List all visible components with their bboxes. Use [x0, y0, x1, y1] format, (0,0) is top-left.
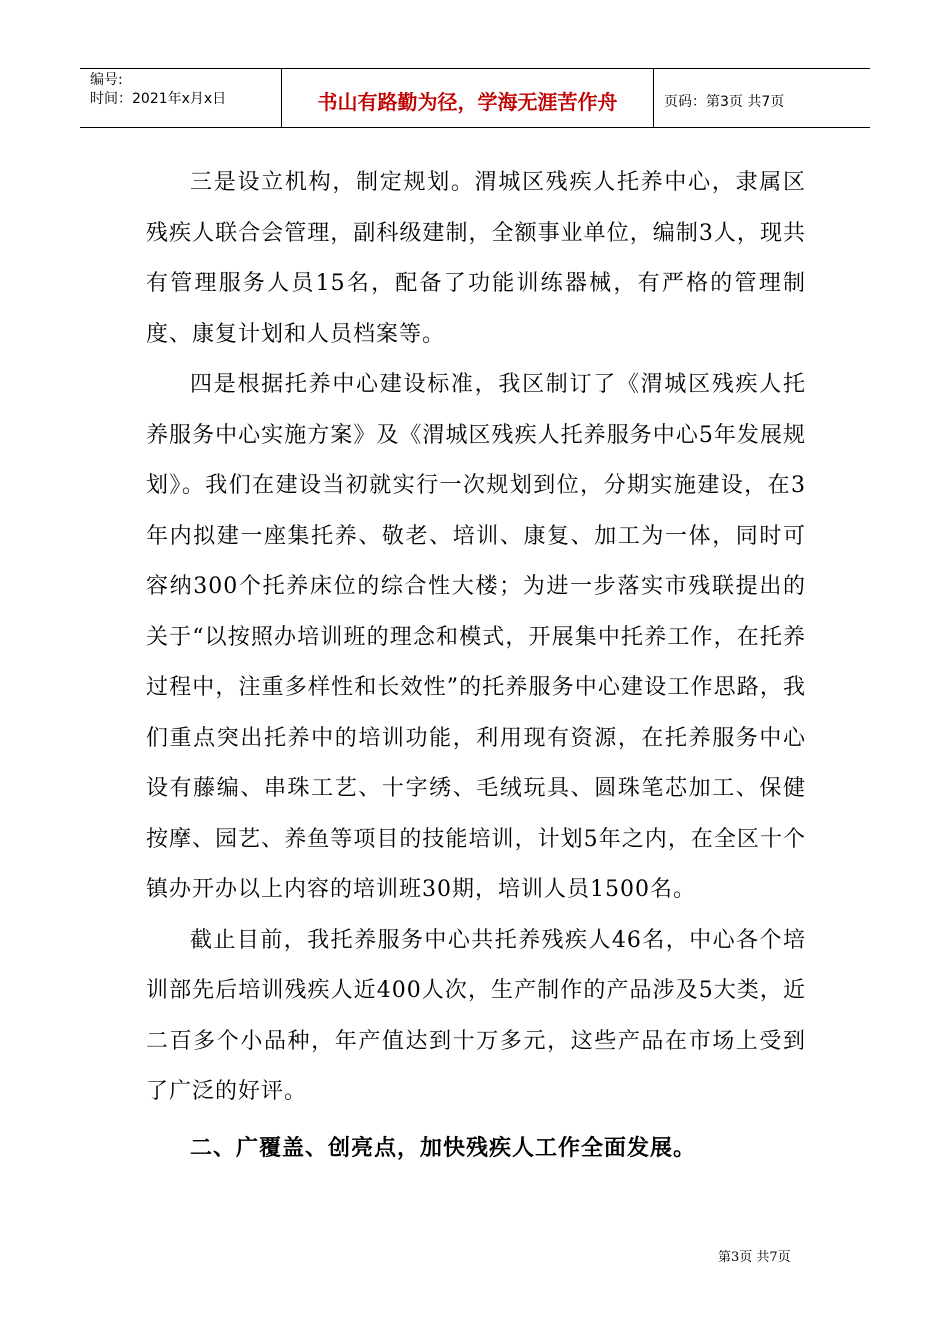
- footer-page-number: 第3页 共7页: [718, 1250, 791, 1265]
- header-page-number: 页码：第3页 共7页: [664, 94, 785, 110]
- section-heading: 二、广覆盖、创亮点，加快残疾人工作全面发展。: [190, 1135, 697, 1161]
- document-header: [80, 68, 870, 128]
- body-paragraph: 四是根据托养中心建设标准，我区制订了《渭城区残疾人托养服务中心实施方案》及《渭城区残疾人托养服务中心5年发展规划》。我们在建设当初就实行一次规划到位，分期实施建设，在3年内拟建一座集托养、敬老、培训、康复、加工为一体，同时可容纳300个托养床位的综合性大楼；为进一步落实市残联提出的关于“以按照办培训班的理念和模式，开展集中托养工作，在托养过程中，注重多样性和长效性”的托养服务中心建设工作思路，我们重点突出托养中的培训功能，利用现有资源，在托养服务中心设有藤编、串珠工艺、十字绣、毛绒玩具、圆珠笔芯加工、保健按摩、园艺、养鱼等项目的技能培训，计划5年之内，在全区十个镇办开办以上内容的培训班30期，培训人员1500名。: [146, 372, 806, 902]
- header-motto: 书山有路勤为径，学海无涯苦作舟: [282, 69, 654, 127]
- document-time-label: 时间：2021年x月x日: [90, 91, 227, 107]
- document-body: [146, 158, 806, 1174]
- body-paragraph: 截止目前，我托养服务中心共托养残疾人46名，中心各个培训部先后培训残疾人近400人次，生产制作的产品涉及5大类，近二百多个小品种，年产值达到十万多元，这些产品在市场上受到了广泛的好评。: [146, 927, 806, 1104]
- document-number-label: 编号:: [90, 72, 123, 88]
- header-meta-cell: [80, 69, 282, 127]
- body-paragraph: 三是设立机构，制定规划。渭城区残疾人托养中心，隶属区残疾人联合会管理，副科级建制，全额事业单位，编制3人，现共有管理服务人员15名，配备了功能训练器械，有严格的管理制度、康复计划和人员档案等。: [146, 170, 806, 347]
